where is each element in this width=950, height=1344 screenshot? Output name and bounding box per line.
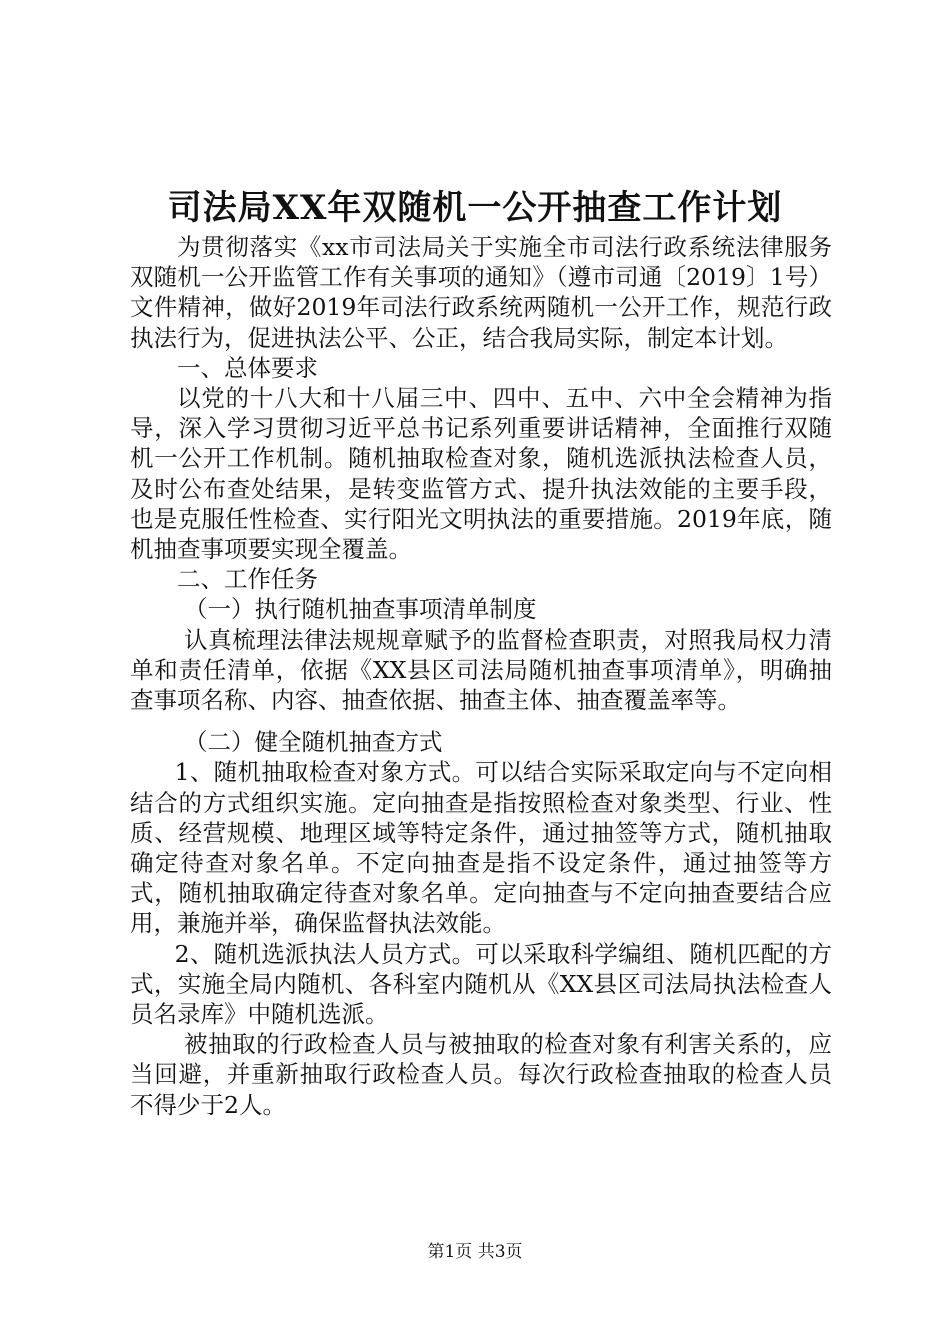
paragraph-general-requirements: 以党的十八大和十八届三中、四中、五中、六中全会精神为指导，深入学习贯彻习近平总书记系列重要讲话精神，全面推行双随机一公开工作机制。随机抽取检查对象，随机选派执法检查人员，及时公布查处结果，是转变监管方式、提升执法效能的主要手段，也是克服任性检查、实行阳光文明执法的重要措施。2019年底，随机抽查事项要实现全覆盖。	[130, 384, 832, 564]
paragraph-random-objects: 1、随机抽取检查对象方式。可以结合实际采取定向与不定向相结合的方式组织实施。定向抽查是指按照检查对象类型、行业、性质、经营规模、地理区域等特定条件，通过抽签等方式，随机抽取确定待查对象名单。不定向抽查是指不设定条件，通过抽签等方式，随机抽取确定待查对象名单。定向抽查与不定向抽查要结合应用，兼施并举，确保监督执法效能。	[130, 758, 832, 938]
paragraph-task-1: 认真梳理法律法规规章赋予的监督检查职责，对照我局权力清单和责任清单，依据《XX县区司法局随机抽查事项清单》，明确抽查事项名称、内容、抽查依据、抽查主体、抽查覆盖率等。	[130, 625, 832, 715]
subheading-task-1: （一）执行随机抽查事项清单制度	[184, 595, 537, 624]
page-footer: 第1页 共3页	[427, 1242, 523, 1262]
document-title: 司法局XX年双随机一公开抽查工作计划	[167, 188, 783, 228]
paragraph-random-personnel: 2、随机选派执法人员方式。可以采取科学编组、随机匹配的方式，实施全局内随机、各科室内随机从《XX县区司法局执法检查人员名录库》中随机选派。	[130, 939, 832, 1029]
paragraph-intro: 为贯彻落实《xx市司法局关于实施全市司法行政系统法律服务双随机一公开监管工作有关事项的通知》（遵市司通〔2019〕1号）文件精神，做好2019年司法行政系统两随机一公开工作，规范行政执法行为，促进执法公平、公正，结合我局实际，制定本计划。	[130, 233, 832, 352]
subheading-task-2: （二）健全随机抽查方式	[184, 728, 443, 757]
heading-work-tasks: 二、工作任务	[177, 565, 318, 594]
heading-general-requirements: 一、总体要求	[177, 353, 318, 382]
document-body	[130, 232, 832, 1120]
paragraph-recusal: 被抽取的行政检查人员与被抽取的检查对象有利害关系的，应当回避，并重新抽取行政检查人员。每次行政检查抽取的检查人员不得少于2人。	[130, 1030, 832, 1119]
